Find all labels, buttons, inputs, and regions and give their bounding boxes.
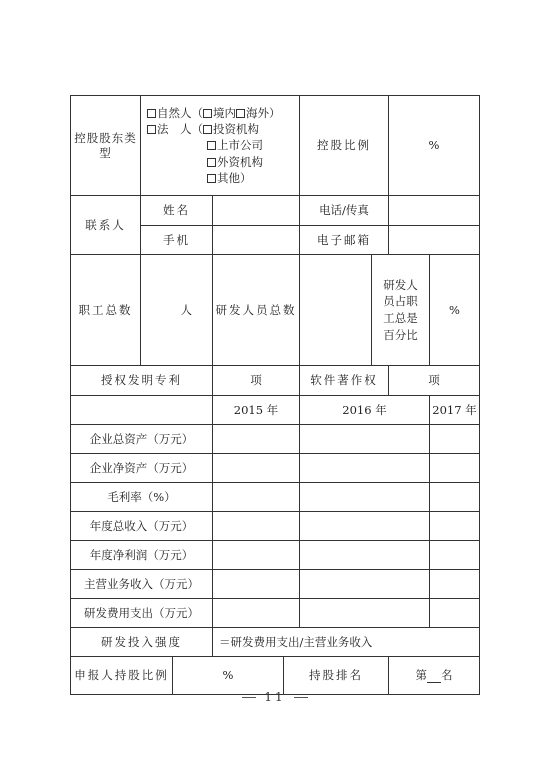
year-header-row bbox=[71, 396, 480, 425]
mobile-value[interactable] bbox=[213, 226, 300, 255]
name-value[interactable] bbox=[213, 196, 300, 226]
cell-2015[interactable] bbox=[213, 483, 300, 512]
row-label: 主营业务收入（万元） bbox=[71, 570, 213, 599]
cell-2017[interactable] bbox=[430, 541, 480, 570]
rd-ratio-label: 研发人员占职工总是百分比 bbox=[372, 255, 430, 366]
cell-2017[interactable] bbox=[430, 512, 480, 541]
page-number: 11 bbox=[264, 690, 286, 704]
mobile-label: 手机 bbox=[141, 226, 213, 255]
email-label: 电子邮箱 bbox=[300, 226, 389, 255]
table-row bbox=[71, 512, 480, 541]
contact-label: 联系人 bbox=[71, 196, 141, 255]
application-form-table bbox=[70, 95, 480, 695]
holding-ratio-label: 控股比例 bbox=[300, 96, 389, 196]
overseas-checkbox[interactable] bbox=[236, 109, 245, 118]
table-row bbox=[71, 483, 480, 512]
cell-2016[interactable] bbox=[300, 512, 430, 541]
patent-row bbox=[71, 366, 480, 396]
contact-row-1 bbox=[71, 196, 480, 226]
cell-2017[interactable] bbox=[430, 599, 480, 628]
row-label: 企业净资产（万元） bbox=[71, 454, 213, 483]
footer-dash-left bbox=[242, 697, 256, 698]
other-checkbox[interactable] bbox=[207, 174, 216, 183]
table-row bbox=[71, 570, 480, 599]
cell-2016[interactable] bbox=[300, 425, 430, 454]
rd-ratio-value[interactable]: % bbox=[430, 255, 480, 366]
staff-total-value[interactable]: 人 bbox=[141, 255, 213, 366]
applicant-ratio-label: 申报人持股比例 bbox=[71, 657, 173, 695]
rank-label: 持股排名 bbox=[284, 657, 389, 695]
cell-2016[interactable] bbox=[300, 599, 430, 628]
cell-2017[interactable] bbox=[430, 454, 480, 483]
table-row bbox=[71, 425, 480, 454]
staff-total-label: 职工总数 bbox=[71, 255, 141, 366]
table-row bbox=[71, 541, 480, 570]
holder-type-options: 自然人（ 境内 海外） 法 人（ 投资机构 上市公司 外资机构 其他） bbox=[141, 96, 300, 196]
phone-fax-label: 电话/传真 bbox=[300, 196, 389, 226]
rd-intensity-formula: ＝研发费用支出/主营业务收入 bbox=[213, 628, 480, 657]
cell-2015[interactable] bbox=[213, 599, 300, 628]
cell-2015[interactable] bbox=[213, 512, 300, 541]
table-row bbox=[71, 599, 480, 628]
cell-2017[interactable] bbox=[430, 483, 480, 512]
page-footer bbox=[0, 690, 550, 704]
software-label: 软件著作权 bbox=[300, 366, 389, 396]
domestic-checkbox[interactable] bbox=[203, 109, 212, 118]
year-header-blank bbox=[71, 396, 213, 425]
patent-label: 授权发明专利 bbox=[71, 366, 213, 396]
table-row bbox=[71, 454, 480, 483]
patent-value[interactable]: 项 bbox=[213, 366, 300, 396]
name-label: 姓名 bbox=[141, 196, 213, 226]
cell-2017[interactable] bbox=[430, 425, 480, 454]
row-label: 年度总收入（万元） bbox=[71, 512, 213, 541]
row-label: 毛利率（%） bbox=[71, 483, 213, 512]
investment-org-checkbox[interactable] bbox=[203, 125, 212, 134]
rank-blank[interactable] bbox=[427, 670, 441, 683]
year-header-2015: 2015 年 bbox=[213, 396, 300, 425]
applicant-row bbox=[71, 657, 480, 695]
rd-staff-label: 研发人员总数 bbox=[213, 255, 300, 366]
software-value[interactable]: 项 bbox=[389, 366, 480, 396]
rd-intensity-label: 研发投入强度 bbox=[71, 628, 213, 657]
cell-2016[interactable] bbox=[300, 483, 430, 512]
holding-ratio-value[interactable]: % bbox=[389, 96, 480, 196]
cell-2015[interactable] bbox=[213, 541, 300, 570]
row-label: 年度净利润（万元） bbox=[71, 541, 213, 570]
rank-value[interactable]: 第 名 bbox=[389, 657, 480, 695]
cell-2017[interactable] bbox=[430, 570, 480, 599]
legal-person-checkbox[interactable] bbox=[147, 125, 156, 134]
foreign-org-checkbox[interactable] bbox=[207, 158, 216, 167]
staff-row bbox=[71, 255, 480, 366]
cell-2015[interactable] bbox=[213, 570, 300, 599]
cell-2015[interactable] bbox=[213, 454, 300, 483]
row-label: 研发费用支出（万元） bbox=[71, 599, 213, 628]
holder-type-row bbox=[71, 96, 480, 196]
year-header-2016: 2016 年 bbox=[300, 396, 430, 425]
cell-2016[interactable] bbox=[300, 570, 430, 599]
cell-2016[interactable] bbox=[300, 454, 430, 483]
holder-type-label: 控股股东类型 bbox=[71, 96, 141, 196]
email-value[interactable] bbox=[389, 226, 480, 255]
listed-company-checkbox[interactable] bbox=[207, 141, 216, 150]
row-label: 企业总资产（万元） bbox=[71, 425, 213, 454]
cell-2016[interactable] bbox=[300, 541, 430, 570]
rd-staff-value[interactable] bbox=[300, 255, 372, 366]
footer-dash-right bbox=[294, 697, 308, 698]
applicant-ratio-value[interactable]: % bbox=[173, 657, 284, 695]
natural-person-checkbox[interactable] bbox=[147, 109, 156, 118]
rd-intensity-row bbox=[71, 628, 480, 657]
year-header-2017: 2017 年 bbox=[430, 396, 480, 425]
cell-2015[interactable] bbox=[213, 425, 300, 454]
phone-fax-value[interactable] bbox=[389, 196, 480, 226]
